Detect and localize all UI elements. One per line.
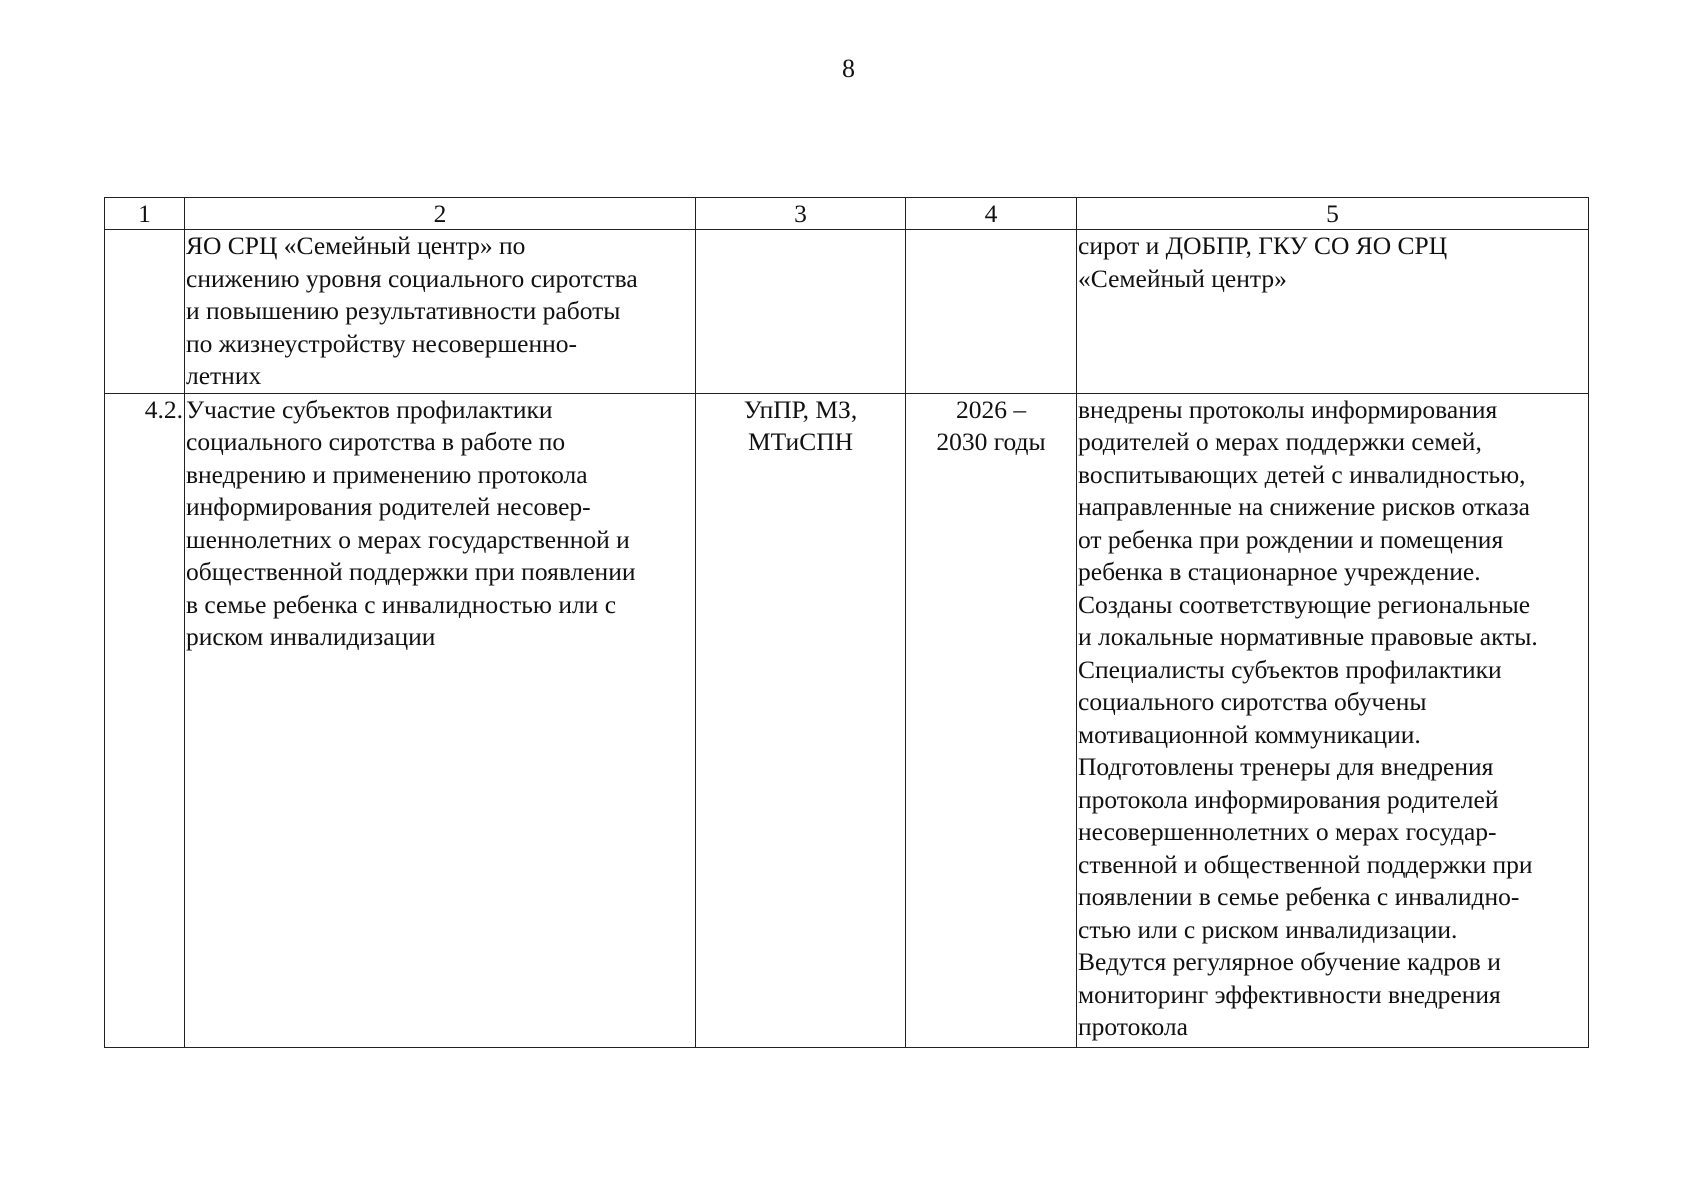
- text-line: внедрены протоколы информирования: [1078, 394, 1498, 424]
- text-line: по жизнеустройству несовершенно-: [186, 328, 577, 358]
- text-line: 2026 –: [955, 394, 1027, 424]
- description-cell: [185, 393, 696, 1047]
- text-line: внедрению и применению протокола: [186, 459, 588, 489]
- text-line: протокола: [1078, 1012, 1188, 1041]
- text-line: и повышению результативности работы: [186, 296, 621, 325]
- text-line: информирования родителей несовер-: [186, 492, 591, 521]
- text-line: от ребенка при рождении и помещения: [1078, 524, 1504, 554]
- text-line: шеннолетних о мерах государственной и: [186, 524, 630, 554]
- text-line: Ведутся регулярное обучение кадров и: [1078, 947, 1501, 976]
- row-number-cell: 4.2.: [105, 393, 185, 1047]
- column-header-number: 1: [105, 198, 185, 230]
- text-line: Подготовлены тренеры для внедрения: [1078, 752, 1494, 781]
- table-row: [105, 230, 1589, 394]
- text-line: летних: [186, 361, 262, 390]
- page-number: 8: [842, 54, 855, 83]
- executors-cell: [696, 393, 906, 1047]
- text-line: ЯО СРЦ «Семейный центр» по: [186, 231, 526, 260]
- text-line: МТиСПН: [747, 427, 854, 456]
- text-line: социального сиротства обучены: [1078, 687, 1427, 716]
- table-header-row: [105, 198, 1589, 230]
- text-line: общественной поддержки при появлении: [186, 557, 636, 586]
- period-cell: [906, 230, 1077, 394]
- text-line: родителей о мерах поддержки семей,: [1078, 427, 1482, 456]
- text-line: Специалисты субъектов профилактики: [1078, 654, 1502, 684]
- result-cell: [1077, 230, 1589, 394]
- description-cell: [185, 230, 696, 394]
- executors-cell: [696, 230, 906, 394]
- text-line: воспитывающих детей с инвалидностью,: [1078, 459, 1526, 489]
- column-header-executors: 3: [696, 198, 906, 230]
- text-line: мониторинг эффективности внедрения: [1078, 979, 1501, 1009]
- text-line: ственной и общественной поддержки при: [1078, 849, 1533, 879]
- text-line: УпПР, МЗ,: [743, 394, 858, 424]
- row-number-cell: [105, 230, 185, 394]
- text-line: протокола информирования родителей: [1078, 784, 1499, 814]
- text-line: в семье ребенка с инвалидностью или с: [186, 589, 617, 619]
- column-header-period: 4: [906, 198, 1077, 230]
- text-line: направленные на снижение рисков отказа: [1078, 492, 1530, 521]
- table-row: [105, 393, 1589, 1047]
- result-cell: [1077, 393, 1589, 1047]
- column-header-description: 2: [185, 198, 696, 230]
- text-line: и локальные нормативные правовые акты.: [1078, 622, 1538, 651]
- text-line: мотивационной коммуникации.: [1078, 719, 1421, 749]
- text-line: ребенка в стационарное учреждение.: [1078, 557, 1481, 586]
- text-line: 2030 годы: [936, 427, 1046, 456]
- text-line: появлении в семье ребенка с инвалидно-: [1078, 882, 1520, 911]
- period-cell: [906, 393, 1077, 1047]
- text-line: стью или с риском инвалидизации.: [1078, 914, 1458, 944]
- text-line: сирот и ДОБПР, ГКУ СО ЯО СРЦ: [1078, 231, 1448, 260]
- text-line: Созданы соответствующие региональные: [1078, 589, 1531, 619]
- text-line: социального сиротства в работе по: [186, 427, 566, 456]
- text-line: снижению уровня социального сиротства: [186, 263, 638, 293]
- text-line: «Семейный центр»: [1078, 263, 1287, 293]
- measures-table: [104, 197, 1589, 1048]
- text-line: риском инвалидизации: [186, 622, 436, 651]
- text-line: Участие субъектов профилактики: [186, 394, 553, 424]
- column-header-result: 5: [1077, 198, 1589, 230]
- text-line: несовершеннолетних о мерах государ-: [1078, 817, 1497, 846]
